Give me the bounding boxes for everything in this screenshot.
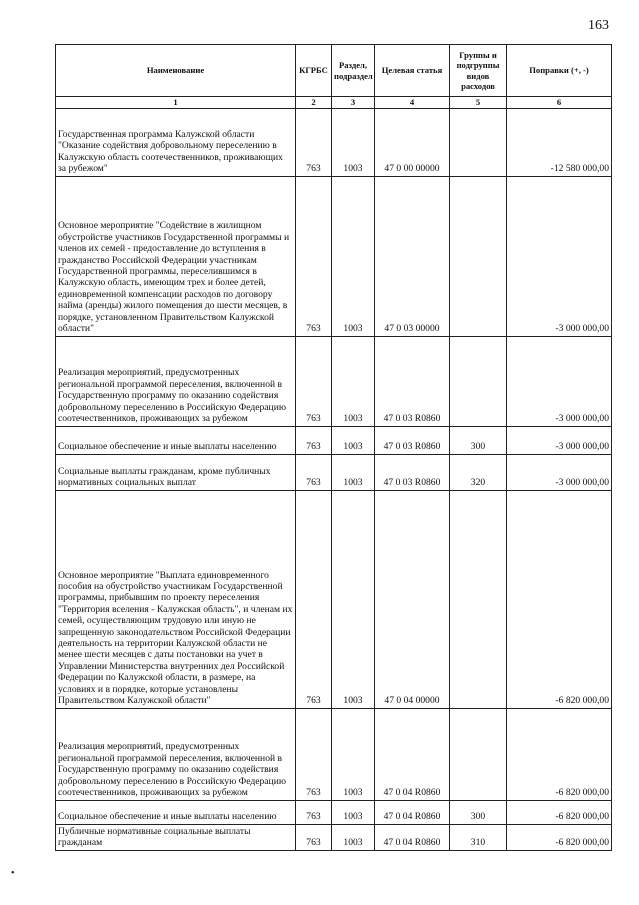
row-section: 1003 — [332, 490, 375, 708]
column-number: 3 — [332, 97, 375, 109]
header-target: Целевая статья — [375, 45, 450, 97]
header-groups: Группы и подгруппы видов расходов — [450, 45, 507, 97]
row-group — [450, 336, 507, 426]
row-kgrbs: 763 — [296, 800, 332, 824]
header-name: Наименование — [56, 45, 296, 97]
table-row — [56, 800, 612, 824]
table-row — [56, 490, 612, 708]
row-group — [450, 708, 507, 800]
row-amount: -6 820 000,00 — [507, 800, 612, 824]
row-section: 1003 — [332, 800, 375, 824]
row-target: 47 0 03 R0860 — [375, 426, 450, 454]
row-section: 1003 — [332, 108, 375, 176]
row-name: Государственная программа Калужской области "Оказание содействия добровольному переселению в Калужскую область соотечественников, проживающих за рубежом" — [56, 108, 296, 176]
row-amount: -3 000 000,00 — [507, 454, 612, 490]
row-section: 1003 — [332, 176, 375, 336]
row-kgrbs: 763 — [296, 336, 332, 426]
row-group — [450, 490, 507, 708]
row-amount: -6 820 000,00 — [507, 824, 612, 850]
row-kgrbs: 763 — [296, 824, 332, 850]
row-target: 47 0 03 R0860 — [375, 454, 450, 490]
column-number-row — [56, 97, 612, 109]
row-kgrbs: 763 — [296, 490, 332, 708]
row-target: 47 0 04 R0860 — [375, 708, 450, 800]
row-name: Реализация мероприятий, предусмотренных региональной программой переселения, включенной в Государственную программу по оказанию содействия добровольному переселению в Российскую Федерацию соотечественников, проживающих за рубежом — [56, 336, 296, 426]
table-row — [56, 426, 612, 454]
row-name: Социальные выплаты гражданам, кроме публичных нормативных социальных выплат — [56, 454, 296, 490]
table-row — [56, 336, 612, 426]
row-name: Основное мероприятие "Выплата единовременного пособия на обустройство участникам Государственной программы, прибывшим по проекту переселения "Территория вселения - Калужская область", и членам их семей, осуществляющим трудовую или иную не запрещенную законодательством Российской Федерации деятельность на территории Калужской области не менее шести месяцев с даты постановки на учет в Управлении Министерства внутренних дел Российской Федерации по Калужской области, в размере, на условиях и в порядке, которые установлены Правительством Калужской области" — [56, 490, 296, 708]
row-name: Публичные нормативные социальные выплаты гражданам — [56, 824, 296, 850]
row-target: 47 0 00 00000 — [375, 108, 450, 176]
table-header-row — [56, 45, 612, 97]
column-number: 2 — [296, 97, 332, 109]
row-group: 310 — [450, 824, 507, 850]
column-number: 4 — [375, 97, 450, 109]
table-row — [56, 108, 612, 176]
row-group: 300 — [450, 426, 507, 454]
row-section: 1003 — [332, 454, 375, 490]
row-kgrbs: 763 — [296, 708, 332, 800]
row-section: 1003 — [332, 824, 375, 850]
stray-mark: • — [11, 868, 15, 879]
row-group: 320 — [450, 454, 507, 490]
header-amendments: Поправки (+, -) — [507, 45, 612, 97]
row-section: 1003 — [332, 708, 375, 800]
row-target: 47 0 03 00000 — [375, 176, 450, 336]
row-group: 300 — [450, 800, 507, 824]
column-number: 1 — [56, 97, 296, 109]
row-amount: -3 000 000,00 — [507, 176, 612, 336]
row-section: 1003 — [332, 336, 375, 426]
row-name: Социальное обеспечение и иные выплаты населению — [56, 800, 296, 824]
row-group — [450, 108, 507, 176]
header-section: Раздел, подраздел — [332, 45, 375, 97]
budget-amendments-table — [55, 44, 612, 851]
row-section: 1003 — [332, 426, 375, 454]
column-number: 6 — [507, 97, 612, 109]
row-amount: -6 820 000,00 — [507, 490, 612, 708]
page-number: 163 — [588, 18, 609, 33]
row-kgrbs: 763 — [296, 454, 332, 490]
header-kgrbs: КГРБС — [296, 45, 332, 97]
row-amount: -3 000 000,00 — [507, 426, 612, 454]
table-row — [56, 708, 612, 800]
row-name: Социальное обеспечение и иные выплаты населению — [56, 426, 296, 454]
table-row — [56, 824, 612, 850]
row-group — [450, 176, 507, 336]
row-kgrbs: 763 — [296, 426, 332, 454]
table-row — [56, 176, 612, 336]
row-amount: -6 820 000,00 — [507, 708, 612, 800]
row-target: 47 0 04 00000 — [375, 490, 450, 708]
column-number: 5 — [450, 97, 507, 109]
row-name: Основное мероприятие "Содействие в жилищном обустройстве участников Государственной программы и членов их семей - предоставление до вступления в гражданство Российской Федерации участникам Государственной программы, переселившимся в Калужскую область, имеющим трех и более детей, единовременной компенсации расходов по договору найма (аренды) жилого помещения до шести месяцев, в порядке, установленном Правительством Калужской области" — [56, 176, 296, 336]
row-kgrbs: 763 — [296, 176, 332, 336]
row-target: 47 0 04 R0860 — [375, 824, 450, 850]
row-kgrbs: 763 — [296, 108, 332, 176]
row-amount: -3 000 000,00 — [507, 336, 612, 426]
row-target: 47 0 03 R0860 — [375, 336, 450, 426]
row-amount: -12 580 000,00 — [507, 108, 612, 176]
row-name: Реализация мероприятий, предусмотренных региональной программой переселения, включенной в Государственную программу по оказанию содействия добровольному переселению в Российскую Федерацию соотечественников, проживающих за рубежом — [56, 708, 296, 800]
row-target: 47 0 04 R0860 — [375, 800, 450, 824]
table-row — [56, 454, 612, 490]
